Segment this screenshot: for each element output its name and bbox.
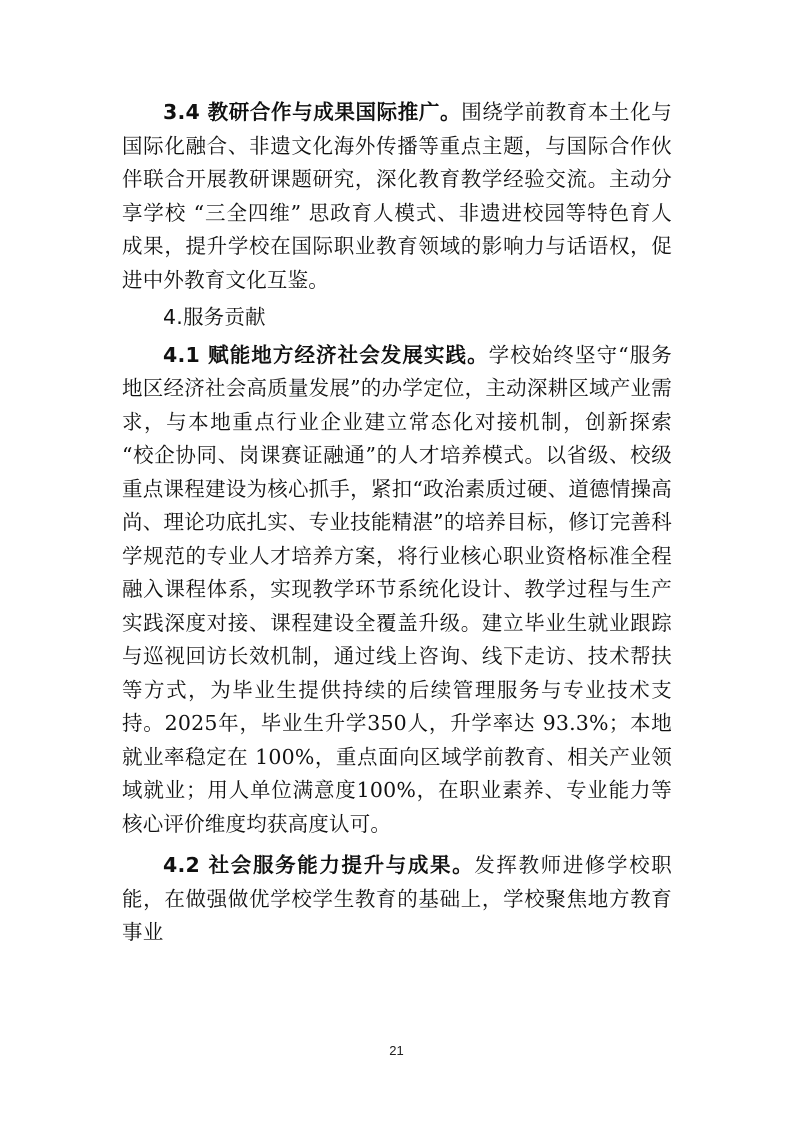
section-4-heading-text: 4.服务贡献: [163, 305, 266, 329]
section-4-1-body: 学校始终坚守“服务地区经济社会高质量发展”的办学定位，主动深耕区域产业需求，与本地重点行业企业建立常态化对接机制，创新探索 “校企协同、岗课赛证融通”的人才培养模式。以省级、校级重点课程建设为核心抓手，紧扣“政治素质过硬、道德情操高尚、理论功底扎实、专业技能精湛”的培养目标，修订完善科学规范的专业人才培养方案，将行业核心职业资格标准全程融入课程体系，实现教学环节系统化设计、教学过程与生产实践深度对接、课程建设全覆盖升级。建立毕业生就业跟踪与巡视回访长效机制，通过线上咨询、线下走访、技术帮扶等方式，为毕业生提供持续的后续管理服务与专业技术支持。2025年，毕业生升学350人，升学率达 93.3%；本地就业率稳定在 100%，重点面向区域学前教育、相关产业领域就业；用人单位满意度100%，在职业素养、专业能力等核心评价维度均获高度认可。: [122, 342, 672, 836]
paragraph-4-2: [122, 849, 672, 950]
paragraph-3-4: [122, 96, 672, 297]
paragraph-4-1: [122, 339, 672, 842]
section-3-4-lead: 3.4 教研合作与成果国际推广。: [163, 100, 462, 124]
section-4-heading: [122, 301, 672, 335]
section-4-2-body: 发挥教师进修学校职能，在做强做优学校学生教育的基础上，学校聚焦地方教育事业: [122, 853, 672, 944]
document-body: [122, 96, 672, 950]
section-4-2-lead: 4.2 社会服务能力提升与成果。: [163, 853, 475, 877]
section-4-1-lead: 4.1 赋能地方经济社会发展实践。: [163, 342, 489, 367]
section-3-4-body: 围绕学前教育本土化与国际化融合、非遗文化海外传播等重点主题，与国际合作伙伴联合开展教研课题研究，深化教育教学经验交流。主动分享学校 “三全四维” 思政育人模式、非遗进校园等特色育人成果，提升学校在国际职业教育领域的影响力与话语权，促进中外教育文化互鉴。: [122, 100, 673, 292]
page-number: 21: [389, 1043, 404, 1058]
